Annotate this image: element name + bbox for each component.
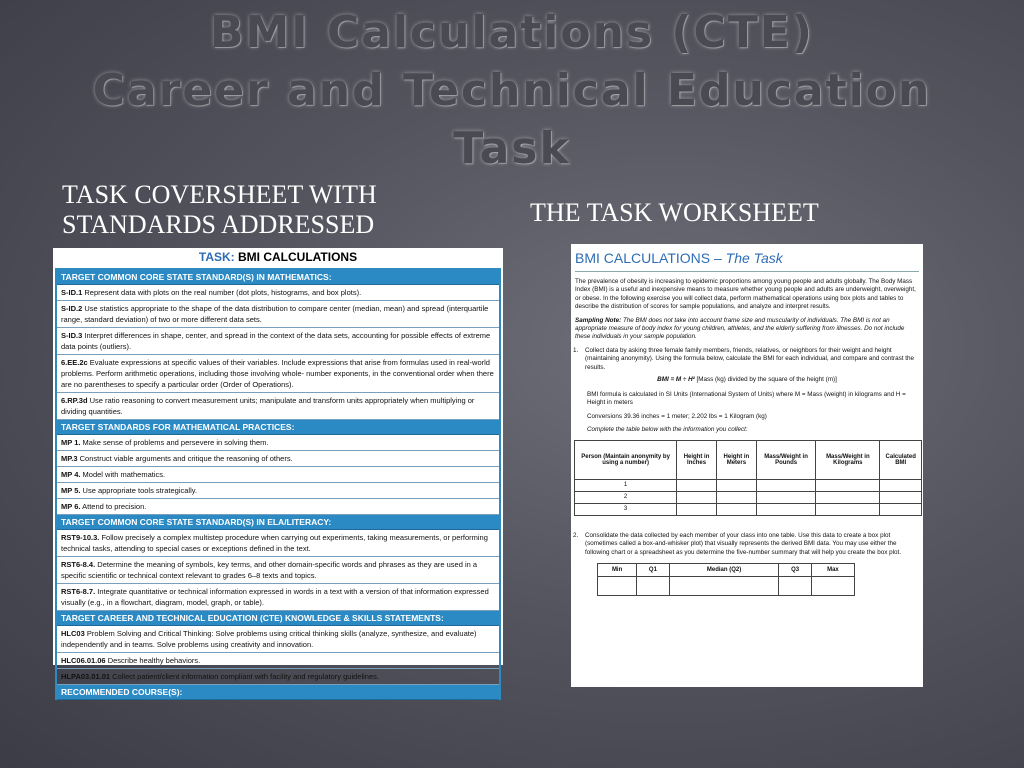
standard-code: MP 6.	[61, 502, 81, 511]
summary-cell	[811, 576, 854, 595]
standard-row	[57, 499, 499, 515]
standard-text: Use statistics appropriate to the shape of the data distribution to compare center (median, mean) and spread (interquartile range, standard deviation) of two or more different data sets.	[61, 304, 489, 324]
coversheet-heading-line-2: STANDARDS ADDRESSED	[62, 210, 375, 239]
bmi-table-cell	[716, 479, 756, 491]
worksheet-title-italic: The Task	[725, 250, 783, 266]
standard-text: Evaluate expressions at specific values of their variables. Include expressions that arise from formulas used in real-world problems. Perform arithmetic operations, including those involving whole- number exponents, in the conventional order when there are no parentheses to specify a particular order (Order of Operations).	[61, 358, 494, 389]
step-1-text: Collect data by asking three female family members, friends, relatives, or neighbors for their weight and height (maintaining anonymity). Using the formula below, calculate the BMI for each individual, and compare and contrast the results.	[585, 346, 915, 371]
standards-section-heading: TARGET COMMON CORE STATE STANDARD(S) IN MATHEMATICS:	[57, 270, 499, 285]
slide-title-line-1: BMI Calculations (CTE)	[209, 7, 814, 58]
bmi-table-cell	[816, 503, 880, 515]
bmi-table-cell	[756, 503, 815, 515]
sampling-note-label: Sampling Note:	[575, 316, 622, 324]
complete-table-instruction: Complete the table below with the information you collect:	[587, 426, 748, 434]
standard-text: Follow precisely a complex multistep procedure when carrying out experiments, taking measurements, or performing technical tasks, attending to special cases or exceptions defined in the text.	[61, 533, 488, 553]
standard-code: HLC06.01.06	[61, 656, 106, 665]
bmi-table-header: Person (Maintain anonymity by using a number)	[575, 440, 677, 479]
worksheet-title-main: BMI CALCULATIONS –	[575, 250, 722, 266]
standard-row	[57, 669, 499, 685]
sampling-note-text: The BMI does not take into account frame size and muscularity of individuals. The BMI is not an appropriate measure of body index for young children, athletes, and the elderly suffering from illnesses. Do not include these individuals in your sample population.	[575, 316, 905, 341]
standards-section-heading: TARGET COMMON CORE STATE STANDARD(S) IN ELA/LITERACY:	[57, 515, 499, 530]
standard-code: S-ID.1	[61, 288, 83, 297]
summary-header: Q3	[779, 563, 811, 576]
si-units-text: BMI formula is calculated in SI Units (International System of Units) where M = Mass (weight) in kilograms and H = Height in meters	[587, 391, 906, 407]
standard-row	[57, 584, 499, 611]
bmi-table-row	[575, 479, 922, 491]
standard-text: Interpret differences in shape, center, and spread in the context of the data sets, accounting for possible effects of extreme data points (outliers).	[61, 331, 491, 351]
summary-header: Median (Q2)	[669, 563, 779, 576]
person-number: 2	[575, 491, 677, 503]
standard-row	[57, 557, 499, 584]
standard-code: MP 5.	[61, 486, 81, 495]
conversions-text: Conversions 39.36 inches = 1 meter; 2.202 lbs = 1 Kilogram (kg)	[587, 412, 767, 420]
standard-text: Integrate quantitative or technical information expressed in words in a text with a version of that information expressed visually (e.g., in a flowchart, diagram, model, graph, or table).	[61, 587, 489, 607]
bmi-table-row	[575, 503, 922, 515]
bmi-table-cell	[716, 491, 756, 503]
standard-row	[57, 435, 499, 451]
bmi-table-header: Height in Meters	[716, 440, 756, 479]
standard-code: MP.3	[61, 454, 78, 463]
intro-paragraph: The prevalence of obesity is increasing to epidemic proportions among young people and adults globally. The Body Mass Index (BMI) is a useful and inexpensive means to measure whether young people and adults are underweight, overweight, or obese. In the following exercise you will collect data, perform mathematical operations using box plots and tables to describe the distribution of scores for sample populations, and analyze and interpret results.	[575, 278, 916, 311]
bmi-table-row	[575, 491, 922, 503]
step-2	[573, 532, 917, 557]
five-number-summary-table	[597, 563, 855, 596]
bmi-table-cell	[756, 479, 815, 491]
standard-text: Construct viable arguments and critique the reasoning of others.	[79, 454, 293, 463]
standard-code: HLC03	[61, 629, 85, 638]
slide-title	[0, 4, 1024, 178]
standard-row	[57, 355, 499, 393]
coversheet-title-value: BMI CALCULATIONS	[238, 250, 358, 264]
standard-code: 6.RP.3d	[61, 396, 88, 405]
standard-code: HLPA03.01.01	[61, 672, 111, 681]
coversheet-heading	[62, 180, 377, 240]
coversheet-title-label: TASK:	[198, 250, 235, 264]
bmi-table-cell	[880, 479, 922, 491]
bmi-table-cell	[716, 503, 756, 515]
standards-section-heading: RECOMMENDED COURSE(S):	[57, 685, 499, 700]
standard-text: Attend to precision.	[82, 502, 147, 511]
bmi-table-header: Calculated BMI	[880, 440, 922, 479]
summary-cell	[598, 576, 637, 595]
standard-code: RST6-8.4.	[61, 560, 96, 569]
worksheet-document	[571, 244, 923, 687]
standard-row	[57, 483, 499, 499]
standard-code: RST6-8.7.	[61, 587, 96, 596]
standard-text: Represent data with plots on the real number (dot plots, histograms, and box plots).	[84, 288, 362, 297]
bmi-formula-main: BMI = M ÷ H²	[657, 376, 695, 384]
standards-table	[55, 268, 501, 700]
coversheet-title	[53, 248, 503, 268]
bmi-formula-note: [Mass (kg) divided by the square of the height (m)]	[694, 376, 837, 384]
standard-code: S-ID.2	[61, 304, 83, 313]
step-2-number: 2.	[573, 531, 579, 539]
summary-cell	[779, 576, 811, 595]
standard-text: Determine the meaning of symbols, key terms, and other domain-specific words and phrases as they are used in a specific scientific or technical context relevant to grades 6–8 texts and topics.	[61, 560, 478, 580]
standard-row	[57, 451, 499, 467]
bmi-table-cell	[880, 503, 922, 515]
slide-title-line-2: Career and Technical Education	[92, 65, 932, 116]
step-1-number: 1.	[573, 346, 579, 354]
bmi-table-cell	[677, 503, 717, 515]
standard-row	[57, 467, 499, 483]
standard-text: Use ratio reasoning to convert measurement units; manipulate and transform units appropriately when multiplying or dividing quantities.	[61, 396, 475, 416]
standard-text: Make sense of problems and persevere in solving them.	[82, 438, 269, 447]
worksheet-heading: THE TASK WORKSHEET	[530, 198, 819, 227]
standard-text: Describe healthy behaviors.	[107, 656, 201, 665]
coversheet-heading-line-1: TASK COVERSHEET WITH	[62, 180, 377, 209]
bmi-table-cell	[677, 479, 717, 491]
summary-header: Q1	[637, 563, 669, 576]
summary-header: Min	[598, 563, 637, 576]
standards-section-heading: TARGET STANDARDS FOR MATHEMATICAL PRACTICES:	[57, 420, 499, 435]
standard-text: Use appropriate tools strategically.	[82, 486, 198, 495]
summary-cell	[669, 576, 779, 595]
worksheet-title	[575, 248, 919, 268]
bmi-table-cell	[816, 491, 880, 503]
standard-row	[57, 328, 499, 355]
standard-row	[57, 530, 499, 557]
bmi-table-header: Height in Inches	[677, 440, 717, 479]
summary-header: Max	[811, 563, 854, 576]
bmi-table-header: Mass/Weight in Kilograms	[816, 440, 880, 479]
slide-title-line-3: Task	[453, 123, 571, 174]
person-number: 1	[575, 479, 677, 491]
bmi-table-cell	[677, 491, 717, 503]
standards-section-heading: TARGET CAREER AND TECHNICAL EDUCATION (CTE) KNOWLEDGE & SKILLS STATEMENTS:	[57, 611, 499, 626]
bmi-table-cell	[816, 479, 880, 491]
coversheet-document	[53, 248, 503, 697]
standard-row	[57, 285, 499, 301]
standard-code: MP 4.	[61, 470, 81, 479]
person-number: 3	[575, 503, 677, 515]
step-1	[573, 347, 917, 372]
standard-row	[57, 626, 499, 653]
standard-text: Model with mathematics.	[82, 470, 166, 479]
standard-code: RST9-10.3.	[61, 533, 100, 542]
standard-text: Collect patient/client information compliant with facility and regulatory guidelines.	[112, 672, 379, 681]
standard-code: S-ID.3	[61, 331, 83, 340]
bmi-table-cell	[880, 491, 922, 503]
standard-row	[57, 653, 499, 669]
bmi-table-header: Mass/Weight in Pounds	[756, 440, 815, 479]
standard-text: Problem Solving and Critical Thinking: Solve problems using critical thinking skills (analyze, synthesize, and evaluate) independently and in teams. Solve problems using creativity and innovation.	[61, 629, 477, 649]
bmi-data-table	[574, 440, 922, 516]
standard-row	[57, 301, 499, 328]
bmi-formula	[571, 376, 923, 383]
bmi-table-cell	[756, 491, 815, 503]
title-divider	[575, 271, 919, 272]
step-2-text: Consolidate the data collected by each member of your class into one table. Use this data to create a box plot (sometimes called a box-and-whisker plot) that visually represents the derived BMI data. You may use either the following chart or a spreadsheet as you determine the five-number summary that will help you create the box plot.	[585, 531, 902, 556]
summary-cell	[637, 576, 669, 595]
standard-row	[57, 393, 499, 420]
standard-code: 6.EE.2c	[61, 358, 88, 367]
standard-code: MP 1.	[61, 438, 81, 447]
sampling-note	[575, 317, 917, 342]
